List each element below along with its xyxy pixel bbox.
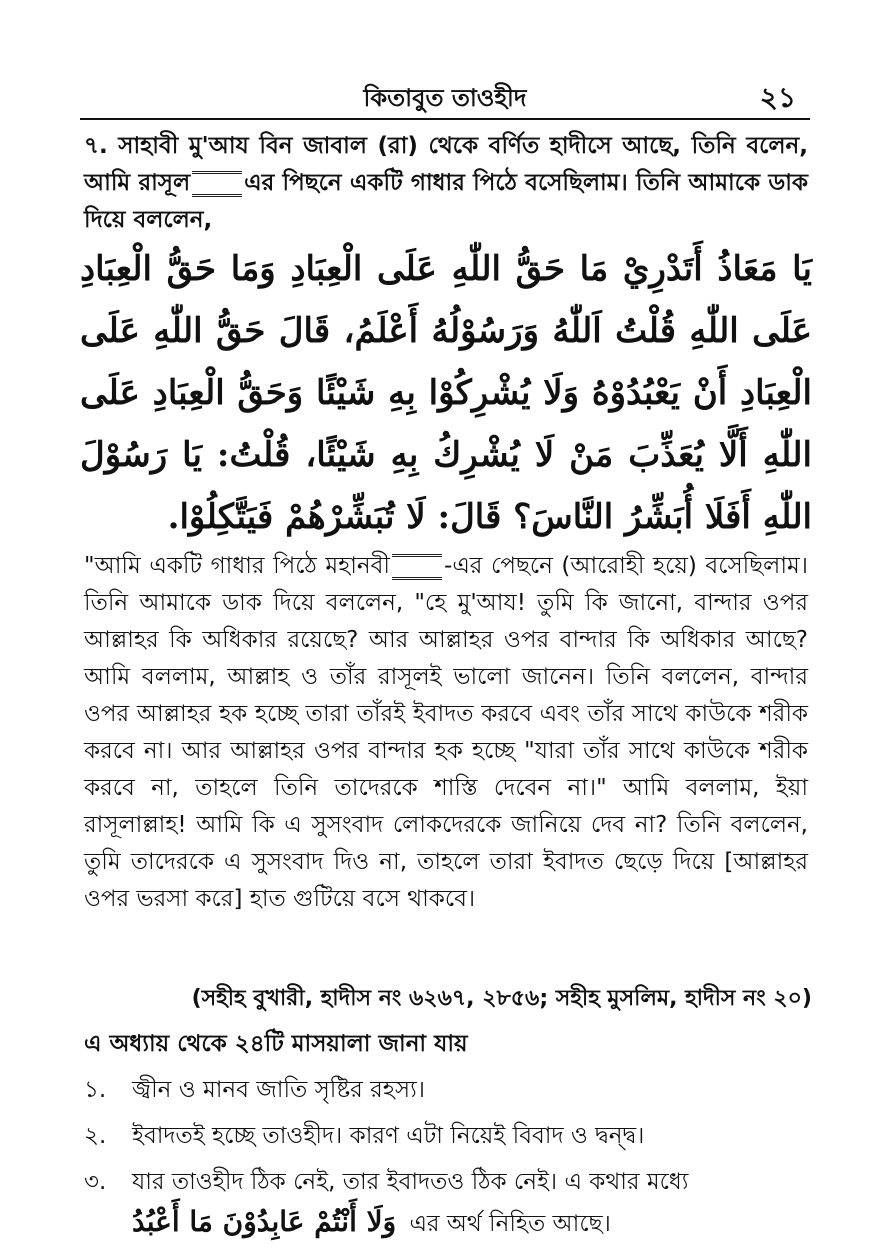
list-item xyxy=(84,1116,808,1156)
page-header xyxy=(80,78,810,120)
section-heading: এ অধ্যায় থেকে ২৪টি মাসয়ালা জানা যায় xyxy=(84,1031,468,1057)
item-number: ২. xyxy=(84,1123,107,1149)
translation-part2: -এর পেছনে (আরোহী হয়ে) বসেছিলাম। তিনি আমাকে ডাক দিয়ে বললেন, "হে মু'আয! তুমি কি জানো, বান্দার ওপর আল্লাহর কি অধিকার রয়েছে? আর আল্লাহর ওপর বান্দার কি অধিকার আছে? আমি বললাম, আল্লাহ ও তাঁর রাসূলই ভালো জানেন। তিনি বললেন, বান্দার ওপর আল্লাহর হক হচ্ছে তারা তাঁরই ইবাদত করবে এবং তাঁর সাথে কাউকে শরীক করবে না। আর আল্লাহর ওপর বান্দার হক হচ্ছে "যারা তাঁর সাথে কাউকে শরীক করবে না, তাহলে তিনি তাদেরকে শাস্তি দেবেন না।" আমি বললাম, ইয়া রাসূলাল্লাহ! আমি কি এ সুসংবাদ লোকদেরকে জানিয়ে দেব না? তিনি বললেন, তুমি তাদেরকে এ সুসংবাদ দিও না, তাহলে তারা ইবাদত ছেড়ে দিয়ে [আল্লাহর ওপর ভরসা করে] হাত গুটিয়ে বসে থাকবে। xyxy=(84,553,808,912)
hadith-reference: (সহীহ বুখারী, হাদীস নং ৬২৬৭, ২৮৫৬; সহীহ মুসলিম, হাদীস নং ২০) xyxy=(191,986,812,1011)
item-text-after: এর অর্থ নিহিত আছে। xyxy=(409,1211,611,1237)
list-item xyxy=(84,1070,808,1110)
salutation-calligraphy-icon xyxy=(392,554,442,580)
hadith-intro-part1: ৭. সাহাবী মু'আয বিন জাবাল (রা) থেকে বর্ণিত হাদীসে আছে, তিনি বলেন, আমি রাসূল xyxy=(84,133,808,196)
item-number: ৩. xyxy=(84,1169,107,1195)
running-title: কিতাবুত তাওহীদ xyxy=(363,84,527,112)
translation-part1: "আমি একটি গাধার পিঠে মহানবী xyxy=(84,553,391,579)
item-text: যার তাওহীদ ঠিক নেই, তার ইবাদতও ঠিক নেই। এ কথার মধ্যে xyxy=(132,1169,689,1195)
arabic-hadith-text: يَا مَعَاذُ أَتَدْرِيْ مَا حَقُّ اللّٰهِ عَلَى الْعِبَادِ وَمَا حَقُّ الْعِبَادِ عَلَى اللّٰهِ قُلْتُ اَللّٰهُ وَرَسُوْلُهُ أَعْلَمُ، قَالَ حَقُّ اللّٰهِ عَلَى الْعِبَادِ أَنْ يَعْبُدُوْهُ وَلَا يُشْرِكُوْا بِهِ شَيْئًا وَحَقُّ الْعِبَادِ عَلَى اللّٰهِ أَلَّا يُعَذِّبَ مَنْ لَا يُشْرِكُ بِهِ شَيْئًا، قُلْتُ: يَا رَسُوْلَ اللّٰهِ أَفَلَا أُبَشِّرُ النَّاسَ؟ قَالَ: لَا تُبَشِّرْهُمْ فَيَتَّكِلُوْا. xyxy=(80,249,812,537)
list-item xyxy=(84,1162,808,1244)
issues-list xyxy=(84,1070,808,1250)
bengali-translation xyxy=(84,548,808,918)
item-arabic-verse: وَلَا أَنْتُمْ عَابِدُوْنَ مَا أَعْبُدُ xyxy=(132,1205,397,1238)
item-number: ১. xyxy=(84,1077,107,1103)
item-text: ইবাদতই হচ্ছে তাওহীদ। কারণ এটা নিয়েই বিবাদ ও দ্বন্দ্ব। xyxy=(132,1123,645,1149)
hadith-intro-part2: এর পিছনে একটি গাধার পিঠে বসেছিলাম। তিনি আমাকে ডাক দিয়ে বললেন, xyxy=(84,170,809,233)
page-number: ২১ xyxy=(759,81,796,114)
salutation-calligraphy-icon xyxy=(192,171,242,197)
item-text: জ্বীন ও মানব জাতি সৃষ্টির রহস্য। xyxy=(132,1077,425,1103)
hadith-intro xyxy=(84,128,808,239)
